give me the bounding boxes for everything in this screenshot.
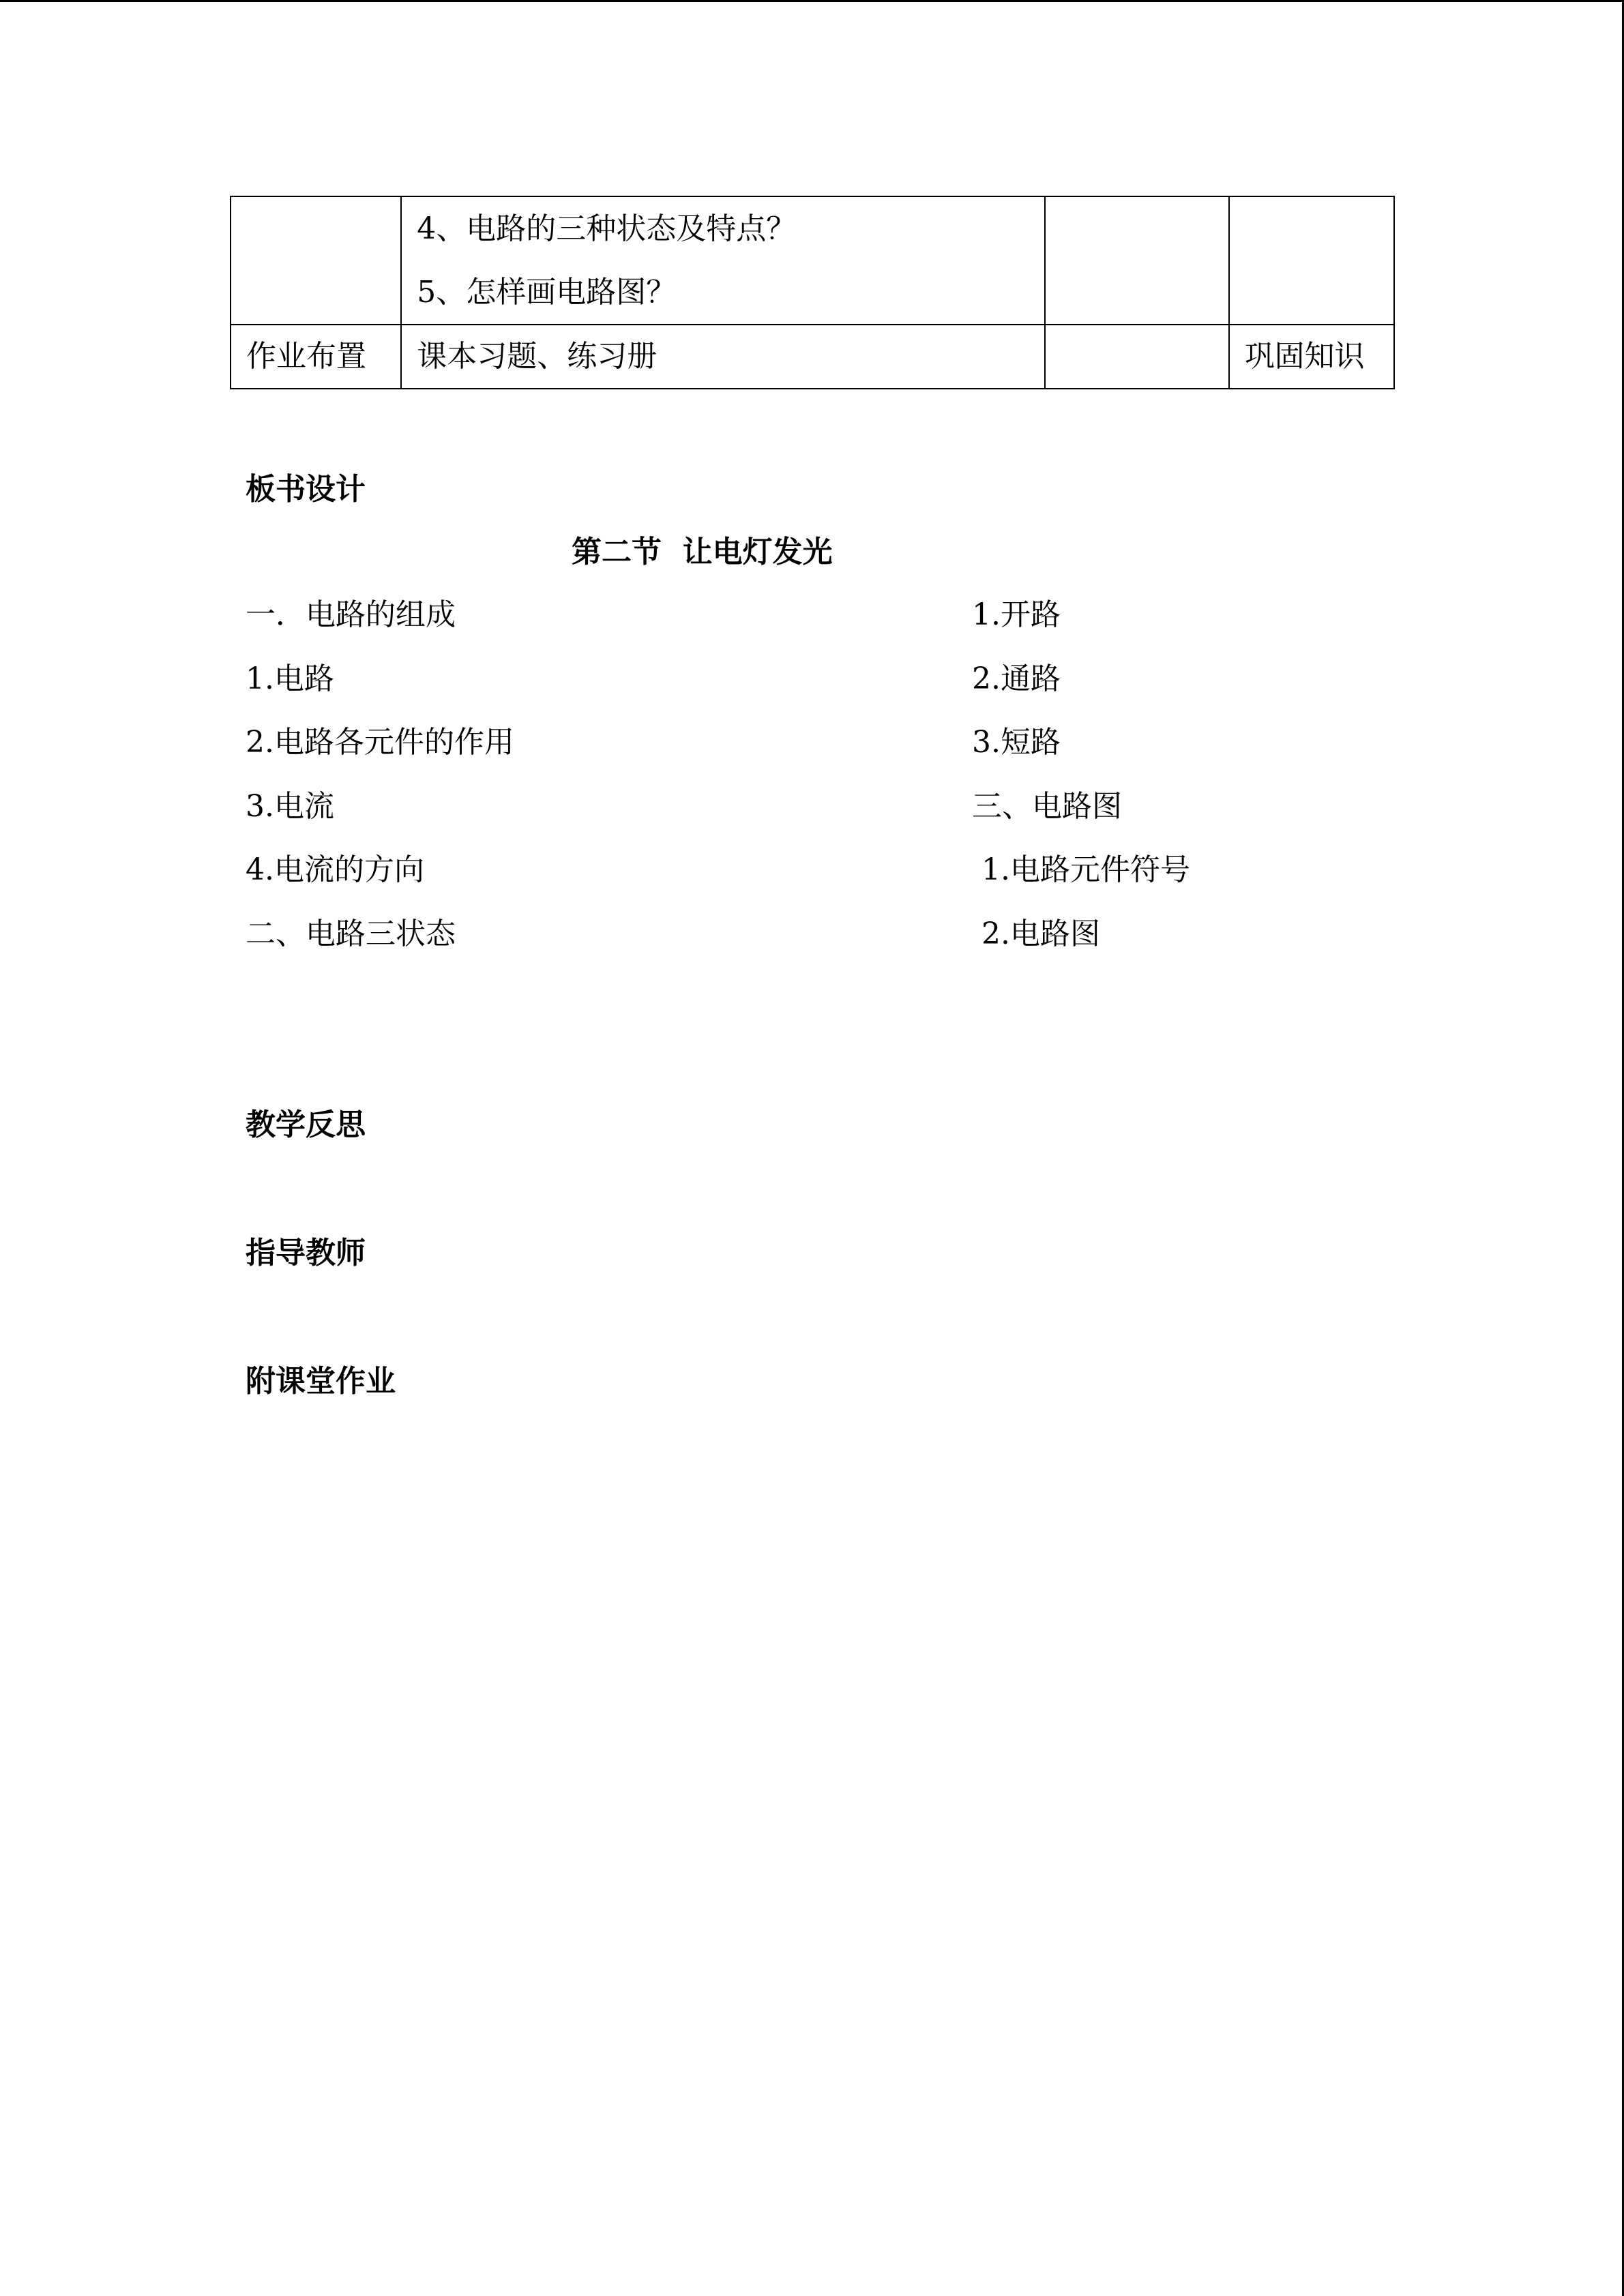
outline-item: 三、电路图 — [972, 788, 1122, 824]
outline-item: 1.电路 — [246, 661, 334, 696]
question-line: 5、怎样画电路图？ — [417, 275, 677, 310]
class-homework-heading: 附课堂作业 — [246, 1364, 396, 1399]
board-title: 第二节 让电灯发光 — [572, 535, 833, 569]
table-row — [231, 196, 1394, 325]
instructor-heading: 指导教师 — [246, 1236, 366, 1270]
table-row — [231, 325, 1394, 389]
outline-item: 2.电路各元件的作用 — [246, 725, 514, 760]
table-cell-activity — [1045, 325, 1228, 389]
table-cell-content — [401, 196, 1045, 325]
outline-item: 3.短路 — [972, 725, 1061, 760]
teaching-reflection-heading: 教学反思 — [246, 1107, 366, 1142]
outline-item: 1.电路元件符号 — [972, 852, 1190, 887]
table-cell-content: 课本习题、练习册 — [401, 325, 1045, 389]
board-design-heading: 板书设计 — [246, 472, 366, 507]
board-outline-left — [246, 583, 514, 966]
table-cell-activity — [1045, 196, 1228, 325]
board-outline-right — [972, 583, 1190, 966]
page-top-border — [0, 0, 1624, 2]
outline-item: 2.电路图 — [972, 916, 1100, 951]
outline-item: 2.通路 — [972, 661, 1061, 696]
outline-item: 4.电流的方向 — [246, 852, 424, 887]
table-cell-step — [231, 196, 401, 325]
question-line: 4、电路的三种状态及特点？ — [417, 211, 797, 246]
table-cell-purpose — [1229, 196, 1394, 325]
table-cell-step: 作业布置 — [231, 325, 401, 389]
outline-item: 二、电路三状态 — [246, 916, 456, 951]
outline-item: 一．电路的组成 — [246, 597, 456, 632]
table-cell-purpose: 巩固知识 — [1229, 325, 1394, 389]
outline-item: 1.开路 — [972, 597, 1061, 632]
lesson-plan-table — [230, 196, 1395, 389]
outline-item: 3.电流 — [246, 788, 334, 824]
